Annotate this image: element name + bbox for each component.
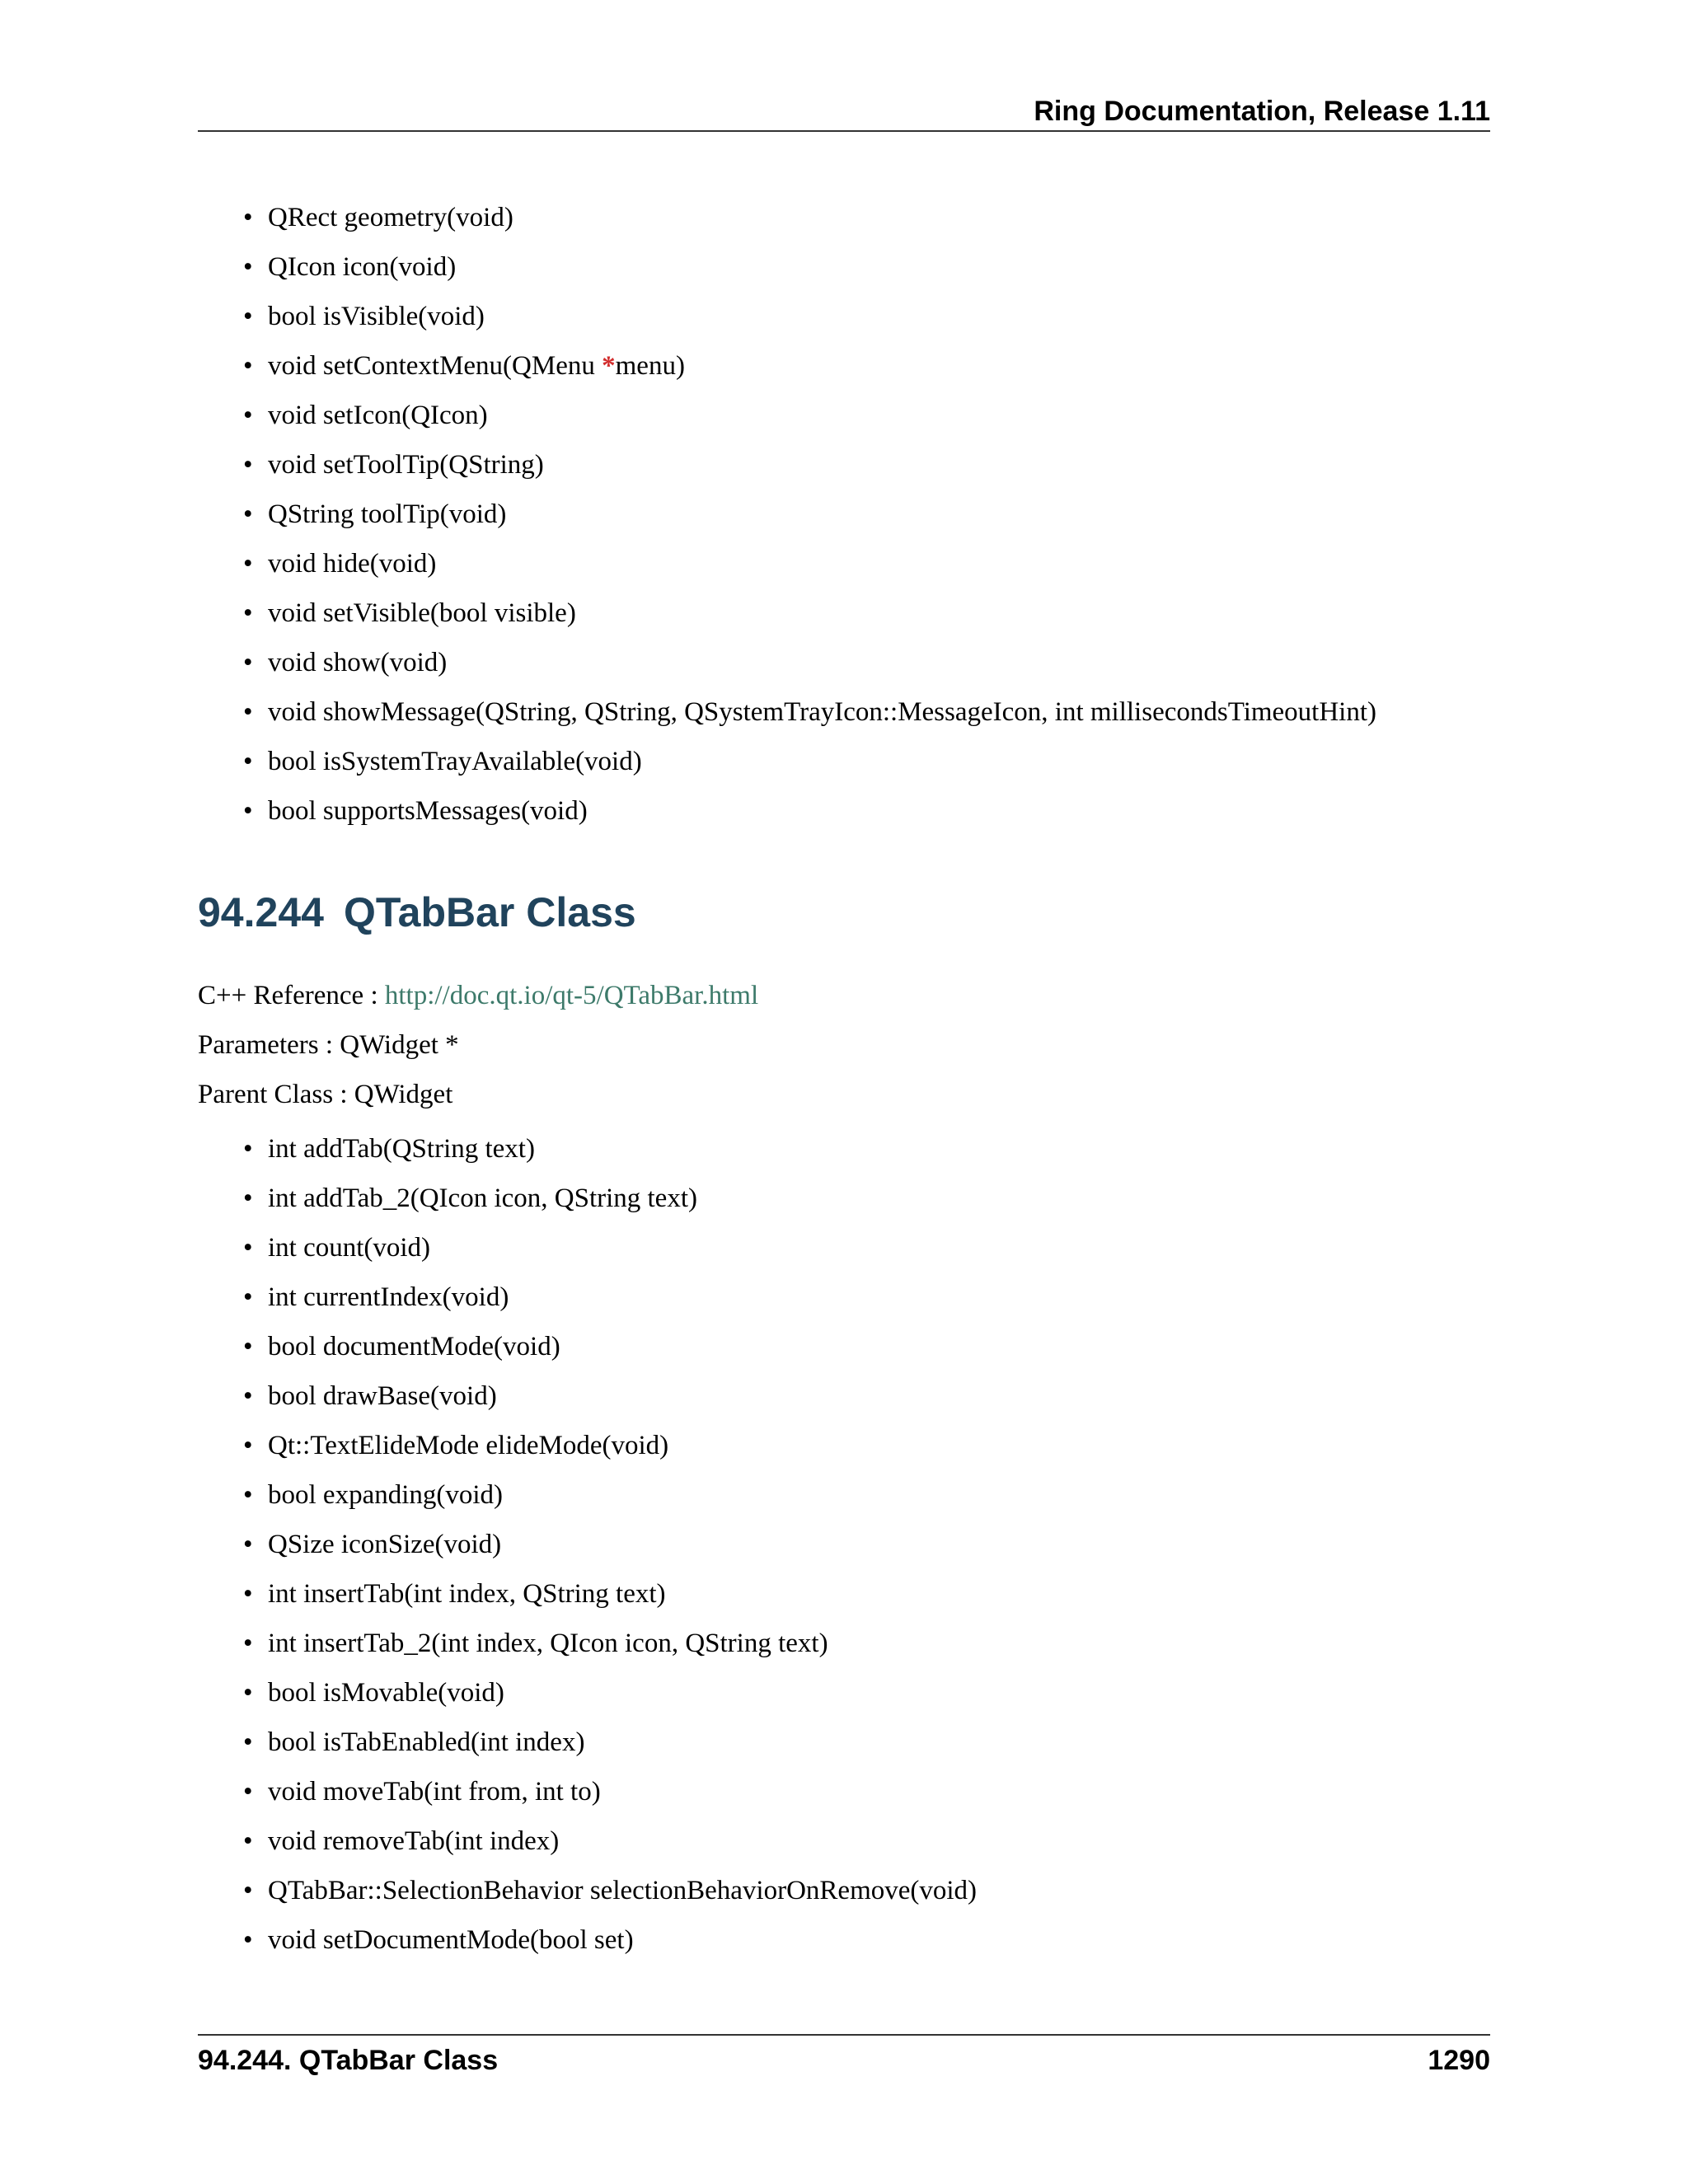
list-item: • int count(void) [268, 1223, 977, 1272]
parent-class-line: Parent Class : QWidget [198, 1080, 453, 1109]
page-number: 1290 [1428, 2045, 1490, 2076]
list-item: • void setContextMenu(QMenu *menu) [268, 341, 1376, 391]
section-heading [198, 883, 636, 941]
list-item: • void removeTab(int index) [268, 1816, 977, 1866]
page-footer [198, 2034, 1490, 2085]
list-item: • bool isVisible(void) [268, 292, 1376, 341]
list-item: • int addTab(QString text) [268, 1124, 977, 1174]
section-title: QTabBar Class [343, 889, 636, 935]
qtabbar-method-list [198, 1124, 977, 1965]
list-item: • int addTab_2(QIcon icon, QString text) [268, 1174, 977, 1223]
tray-icon-method-list [198, 193, 1376, 836]
list-item: • int insertTab(int index, QString text) [268, 1569, 977, 1619]
list-item: • void setToolTip(QString) [268, 440, 1376, 490]
list-item: • int insertTab_2(int index, QIcon icon, QString text) [268, 1619, 977, 1668]
list-item: • bool isMovable(void) [268, 1668, 977, 1718]
list-item: • QIcon icon(void) [268, 242, 1376, 292]
pointer-star: * [602, 351, 616, 381]
list-item: • void show(void) [268, 638, 1376, 687]
list-item: • bool expanding(void) [268, 1470, 977, 1520]
list-item: • void showMessage(QString, QString, QSystemTrayIcon::MessageIcon, int millisecondsTimeoutHint) [268, 687, 1376, 737]
list-item: • void moveTab(int from, int to) [268, 1767, 977, 1816]
list-item: • int currentIndex(void) [268, 1272, 977, 1322]
list-item: • void setIcon(QIcon) [268, 391, 1376, 440]
list-item: • QSize iconSize(void) [268, 1520, 977, 1569]
page-header [198, 91, 1490, 132]
reference-link[interactable]: http://doc.qt.io/qt-5/QTabBar.html [384, 981, 759, 1010]
list-item: • bool supportsMessages(void) [268, 786, 1376, 836]
list-item: • Qt::TextElideMode elideMode(void) [268, 1421, 977, 1470]
list-item: • void setVisible(bool visible) [268, 588, 1376, 638]
list-item: • QRect geometry(void) [268, 193, 1376, 242]
list-item: • QTabBar::SelectionBehavior selectionBehaviorOnRemove(void) [268, 1866, 977, 1915]
list-item: • QString toolTip(void) [268, 490, 1376, 539]
list-item: • bool isTabEnabled(int index) [268, 1718, 977, 1767]
list-item: • void hide(void) [268, 539, 1376, 588]
cpp-reference [198, 971, 758, 1020]
reference-label: C++ Reference : [198, 981, 385, 1010]
header-title: Ring Documentation, Release 1.11 [1034, 96, 1490, 127]
parameters-line: Parameters : QWidget * [198, 1030, 459, 1060]
section-number: 94.244 [198, 889, 324, 935]
list-item: • bool isSystemTrayAvailable(void) [268, 737, 1376, 786]
list-item: • bool drawBase(void) [268, 1371, 977, 1421]
list-item: • bool documentMode(void) [268, 1322, 977, 1371]
list-item: • void setDocumentMode(bool set) [268, 1915, 977, 1965]
footer-section-label: 94.244. QTabBar Class [198, 2045, 499, 2076]
